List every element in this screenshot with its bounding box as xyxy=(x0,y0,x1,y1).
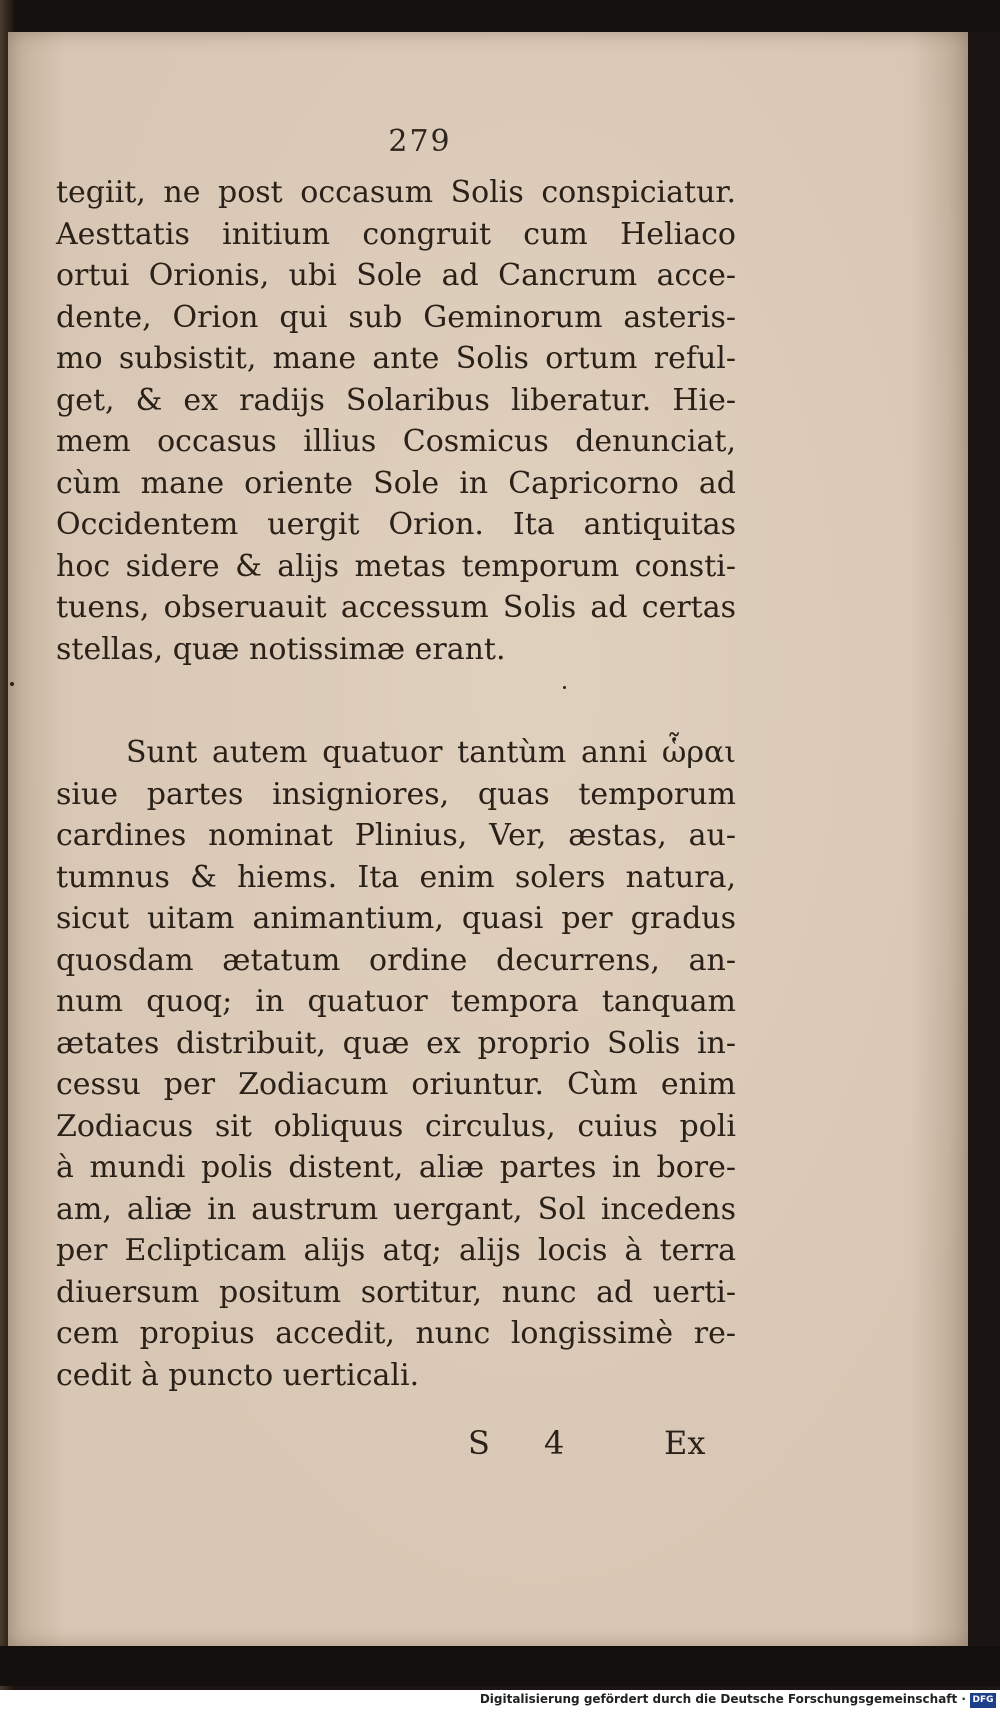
text-line: tuens, obseruauit accessum Solis ad certas xyxy=(56,590,736,625)
ink-speck xyxy=(563,686,566,689)
text-line: quosdam ætatum ordine decurrens, an- xyxy=(56,942,736,978)
text-line: cardines nominat Plinius, Ver, æstas, au- xyxy=(56,818,736,853)
text-line: Aesttatis initium congruit cum Heliaco xyxy=(56,216,736,252)
ink-speck xyxy=(10,682,14,686)
signature-mark: S xyxy=(468,1424,490,1462)
text-line: siue partes insigniores, quas temporum xyxy=(56,776,736,812)
funding-credit: Digitalisierung gefördert durch die Deutsche Forschungsgemeinschaft · xyxy=(479,1692,966,1706)
text-line: am, aliæ in austrum uergant, Sol incedens xyxy=(56,1191,736,1227)
scan-top-border xyxy=(0,0,1000,32)
text-line: ætates distribuit, quæ ex proprio Solis in- xyxy=(56,1025,736,1061)
text-line: per Eclipticam alijs atq; alijs locis à terra xyxy=(56,1233,736,1268)
text-line: stellas, quæ notissimæ erant. xyxy=(56,631,506,667)
text-line: diuersum positum sortitur, nunc ad uerti- xyxy=(56,1274,736,1310)
text-line: tegiit, ne post occasum Solis conspiciatur. xyxy=(56,175,736,210)
text-line: cùm mane oriente Sole in Capricorno ad xyxy=(56,465,736,501)
text-line: mo subsistit, mane ante Solis ortum reful- xyxy=(56,341,736,376)
paragraph-1 xyxy=(56,172,736,670)
text-line: sicut uitam animantium, quasi per gradus xyxy=(56,901,736,936)
text-line: Zodiacus sit obliquus circulus, cuius poli xyxy=(56,1108,736,1144)
paragraph-2 xyxy=(56,732,736,1396)
text-line: cem propius accedit, nunc longissimè re- xyxy=(56,1316,736,1351)
text-line: get, & ex radijs Solaribus liberatur. Hie- xyxy=(56,382,736,418)
text-line: Sunt autem quatuor tantùm anni ὧραι xyxy=(126,735,736,770)
text-line: num quoq; in quatuor tempora tanquam xyxy=(56,984,736,1019)
scan-bottom-border xyxy=(0,1646,1000,1686)
text-line: cessu per Zodiacum oriuntur. Cùm enim xyxy=(56,1067,736,1102)
text-line: dente, Orion qui sub Geminorum asteris- xyxy=(56,299,736,335)
digitization-footer xyxy=(0,1690,1000,1712)
text-line: cedit à puncto uerticali. xyxy=(56,1357,420,1393)
catchword: Ex xyxy=(664,1424,706,1462)
text-line: hoc sidere & alijs metas temporum consti- xyxy=(56,548,736,584)
text-line: ortui Orionis, ubi Sole ad Cancrum acce- xyxy=(56,258,736,293)
book-page xyxy=(8,32,968,1646)
text-line: tumnus & hiems. Ita enim solers natura, xyxy=(56,859,736,895)
text-line: Occidentem uergit Orion. Ita antiquitas xyxy=(56,507,736,542)
signature-number: 4 xyxy=(544,1424,565,1462)
dfg-logo-icon: DFG xyxy=(970,1693,996,1708)
text-line: mem occasus illius Cosmicus denunciat, xyxy=(56,424,736,459)
page-number: 279 xyxy=(388,124,452,159)
text-line: à mundi polis distent, aliæ partes in bore- xyxy=(56,1150,736,1185)
